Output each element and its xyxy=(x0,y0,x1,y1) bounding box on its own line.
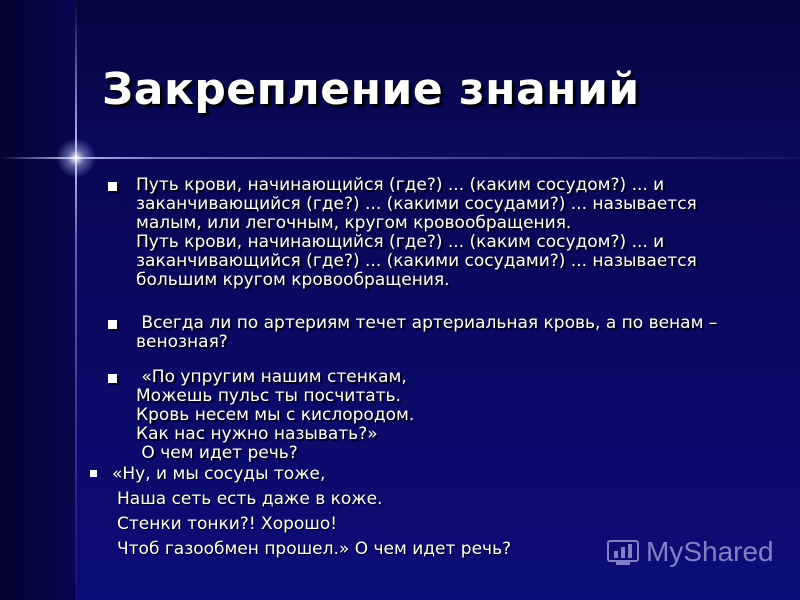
text-line: Чтоб газообмен прошел.» О чем идет речь? xyxy=(117,539,512,559)
bullet-list xyxy=(96,176,756,479)
text-line: Стенки тонки?! Хорошо! xyxy=(117,514,338,534)
light-flare xyxy=(56,138,96,178)
text-line: Всегда ли по артериям течет артериальная кровь, а по венам – xyxy=(136,313,718,333)
text-line: малым, или легочным, кругом кровообращения. xyxy=(136,213,572,233)
text-line: Путь крови, начинающийся (где?) ... (каким сосудом?) ... и xyxy=(136,175,665,195)
square-bullet-icon xyxy=(108,374,117,383)
text-line: Как нас нужно называть?» xyxy=(136,424,378,444)
chart-bars-icon xyxy=(606,537,640,567)
text-line: заканчивающийся (где?) ... (какими сосудами?) ... называется xyxy=(136,251,697,271)
text-line: большим кругом кровообращения. xyxy=(136,270,450,290)
text-line: Наша сеть есть даже в коже. xyxy=(117,489,383,509)
text-line: венозная? xyxy=(136,332,228,352)
text-line: Можешь пульс ты посчитать. xyxy=(136,386,401,406)
text-line: Путь крови, начинающийся (где?) ... (каким сосудом?) ... и xyxy=(136,232,665,252)
bullet-item-circulation xyxy=(96,176,756,290)
left-band xyxy=(0,0,76,600)
square-bullet-icon xyxy=(108,182,117,191)
slide-title: Закрепление знаний xyxy=(102,64,640,115)
watermark-text: MyShared xyxy=(646,536,774,567)
square-bullet-icon xyxy=(90,470,97,477)
text-line: «Ну, и мы сосуды тоже, xyxy=(112,464,326,484)
square-bullet-icon xyxy=(108,320,117,329)
text-line: О чем идет речь? xyxy=(136,443,298,463)
myshared-watermark xyxy=(606,536,774,568)
text-line: «По упругим нашим стенкам, xyxy=(136,367,407,387)
horizontal-light-line xyxy=(0,157,800,159)
vertical-light-line xyxy=(75,0,77,600)
text-line: заканчивающийся (где?) ... (какими сосудами?) ... называется xyxy=(136,194,697,214)
bullet-item-poem-arteries xyxy=(96,368,756,463)
text-line: Кровь несем мы с кислородом. xyxy=(136,405,415,425)
bullet-item-arteries-question xyxy=(96,314,756,352)
